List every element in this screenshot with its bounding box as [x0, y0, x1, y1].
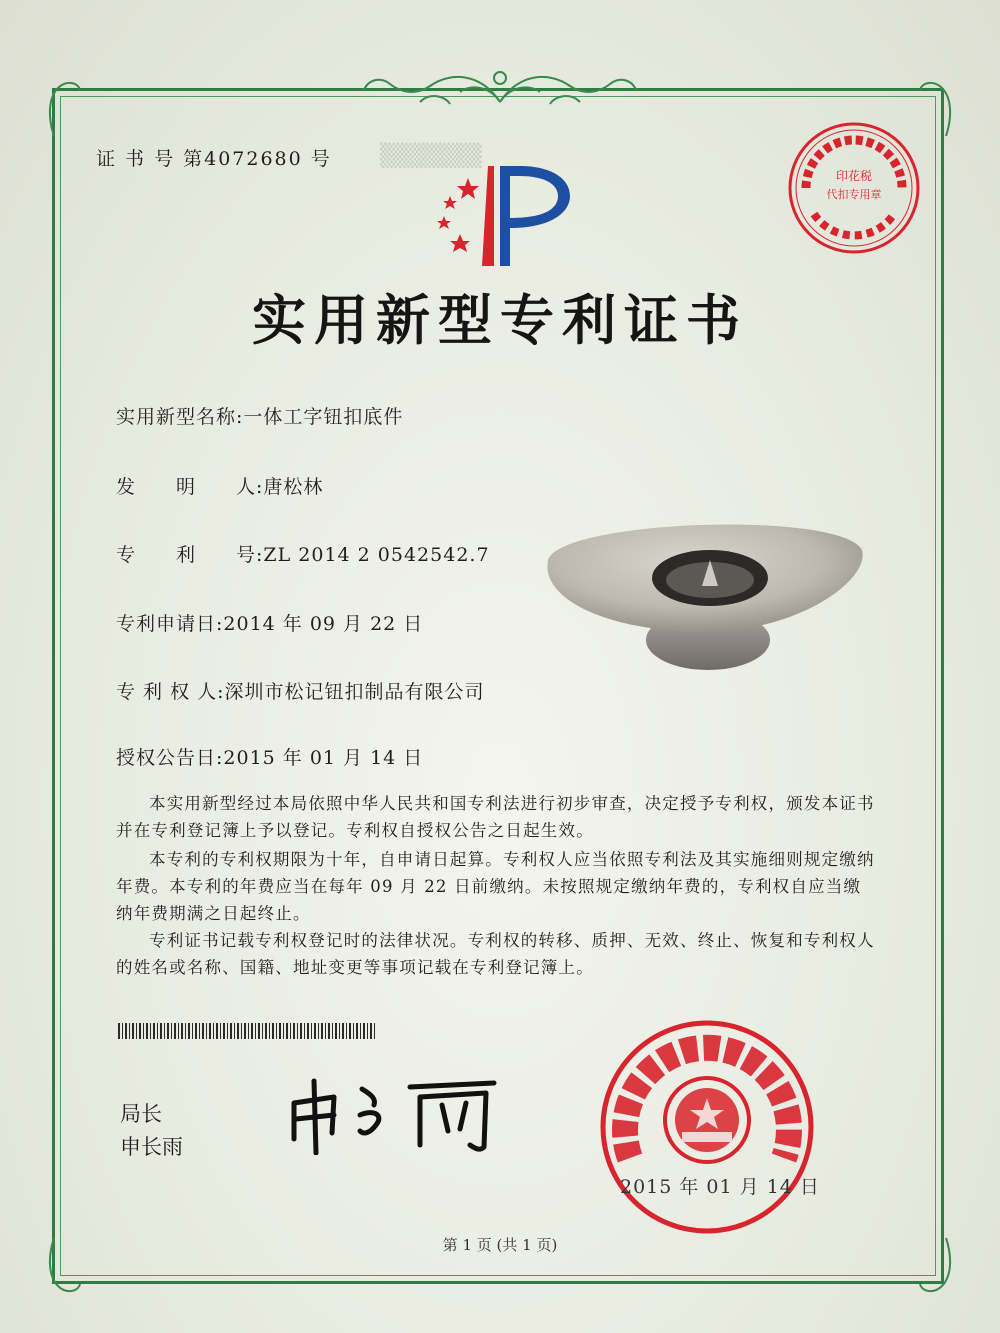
svg-text:代扣专用章: 代扣专用章: [826, 188, 882, 201]
inventor: [116, 472, 323, 499]
field-value: 2015 年 01 月 14 日: [223, 747, 424, 769]
field-value: 一体工字钮扣底件: [243, 406, 404, 428]
field-label: 发 明 人:: [116, 476, 264, 498]
director-title: 局长: [120, 1102, 162, 1126]
field-value: 深圳市松记钮扣制品有限公司: [224, 681, 485, 703]
tax-stamp: [784, 118, 924, 258]
svg-text:印花税: 印花税: [835, 169, 873, 183]
field-label: 专利申请日:: [116, 613, 224, 635]
official-seal: [598, 1018, 816, 1236]
field-label: 专 利 权 人:: [116, 681, 225, 703]
product-image: [540, 500, 870, 680]
page-number: 第 1 页 (共 1 页): [442, 1236, 558, 1254]
barcode: [118, 1023, 376, 1039]
faint-background-text: ▒▒▒▒▒▒: [380, 144, 482, 169]
field-value: 2014 年 09 月 22 日: [223, 613, 424, 635]
filing-date: [116, 609, 423, 636]
field-label: 授权公告日:: [116, 747, 224, 769]
patentee: [116, 677, 485, 704]
grant-date: [116, 743, 423, 770]
field-value: 唐松林: [263, 476, 324, 498]
paragraph-3: 专利证书记载专利权登记时的法律状况。专利权的转移、质押、无效、终止、恢复和专利权人的姓名或名称、国籍、地址变更等事项记载在专利登记簿上。: [116, 931, 875, 977]
corner-ornament-top-left: [44, 78, 84, 138]
utility-model-name: [116, 402, 403, 429]
paragraph-2: 本专利的专利权期限为十年，自申请日起算。专利权人应当依照专利法及其实施细则规定缴纳年费。本专利的年费应当在每年 09 月 22 日前缴纳。未按照规定缴纳年费的，专利权自应当缴纳年费期满之日起终止。: [116, 850, 875, 923]
certificate-number: 证 书 号 第4072680 号: [96, 148, 332, 170]
top-ornament: [360, 62, 640, 110]
field-value: ZL 2014 2 0542542.7: [263, 544, 490, 566]
director-name: 申长雨: [120, 1135, 183, 1159]
field-label: 实用新型名称:: [116, 406, 244, 428]
field-label: 专 利 号:: [116, 544, 264, 566]
paragraph-1: 本实用新型经过本局依照中华人民共和国专利法进行初步审查，决定授予专利权，颁发本证书并在专利登记簿上予以登记。专利权自授权公告之日起生效。: [116, 794, 875, 840]
patent-office-logo: [420, 158, 580, 270]
seal-date: 2015 年 01 月 14 日: [620, 1176, 820, 1198]
certificate-title: 实用新型专利证书: [252, 288, 748, 352]
patent-number: [116, 540, 490, 567]
director-signature: [280, 1075, 510, 1155]
